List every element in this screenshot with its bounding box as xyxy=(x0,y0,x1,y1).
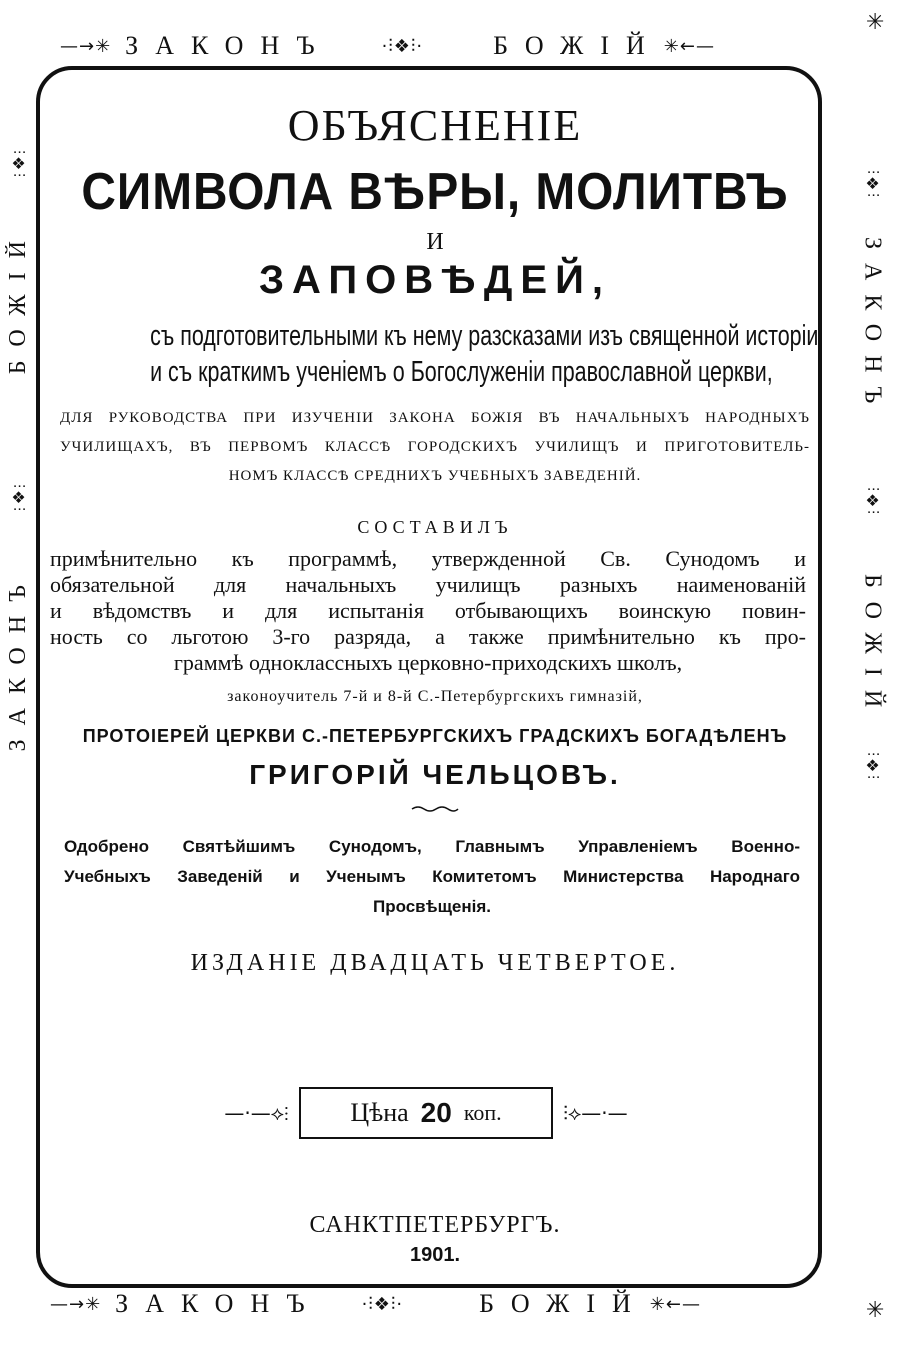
priest-line: ПРОТОІЕРЕЙ ЦЕРКВИ С.-ПЕТЕРБУРГСКИХЪ ГРАДСКИХЪ БОГАДѢЛЕНЪ xyxy=(82,726,788,746)
divider-squiggle-icon xyxy=(410,805,460,813)
scroll-ornament-icon: ⫶❖⫶ xyxy=(863,487,882,515)
title-line-and: И xyxy=(426,229,444,255)
purpose-line: ДЛЯ РУКОВОДСТВА ПРИ ИЗУЧЕНІИ ЗАКОНА БОЖІЯ ВЪ НАЧАЛЬНЫХЪ НАРОДНЫХЪ xyxy=(60,410,810,426)
scroll-ornament-icon: ⫶❖⫶ xyxy=(863,751,882,779)
price-box xyxy=(299,1087,553,1139)
border-word: БОЖІЙ xyxy=(493,31,662,60)
title-line-explanation: ОБЪЯСНЕНІЕ xyxy=(287,101,583,150)
city: САНКТПЕТЕРБУРГЪ. xyxy=(309,1212,561,1238)
corner-star-icon: ✳ xyxy=(866,10,885,35)
price-ornament-left-icon: —·—⟡⫶ xyxy=(224,1101,289,1125)
border-right xyxy=(854,20,890,1320)
approval-line: Просвѣщенія. xyxy=(372,897,492,916)
border-word: ЗАКОНЪ xyxy=(125,31,332,60)
price-label: Цѣна xyxy=(350,1098,409,1127)
approval-text xyxy=(64,832,800,922)
purpose-line: УЧИЛИЩАХЪ, ВЪ ПЕРВОМЪ КЛАССѢ ГОРОДСКИХЪ УЧИЛИЩЪ И ПРИГОТОВИТЕЛЬ- xyxy=(60,439,810,455)
border-word: ЗАКОНЪ xyxy=(115,1289,322,1318)
border-word: БОЖІЙ xyxy=(859,574,886,722)
program-text xyxy=(50,546,806,650)
price-amount: 20 xyxy=(420,1097,452,1128)
border-left xyxy=(0,80,36,1280)
border-word: БОЖІЙ xyxy=(4,227,31,375)
border-bottom xyxy=(20,1286,870,1322)
corner-star-icon: ✳ xyxy=(866,1298,885,1323)
program-line: ность со льготою 3-го разряда, а также примѣнительно къ про- xyxy=(50,624,806,649)
subtitle xyxy=(150,318,819,390)
title-line-commandments: ЗАПОВѢДЕЙ, xyxy=(259,258,611,302)
edition-line: ИЗДАНІЕ ДВАДЦАТЬ ЧЕТВЕРТОЕ. xyxy=(190,950,680,976)
arrow-ornament-icon: ✳←— xyxy=(663,35,715,57)
year: 1901. xyxy=(409,1244,461,1266)
purpose-line: НОМЪ КЛАССѢ СРЕДНИХЪ УЧЕБНЫХЪ ЗАВЕДЕНІЙ. xyxy=(228,468,642,484)
arrow-ornament-icon: —→✳ xyxy=(50,1293,102,1315)
title-content xyxy=(50,100,820,977)
scroll-ornament-icon: ·⫶❖⫶· xyxy=(361,1293,404,1315)
compiled-label: СОСТАВИЛЪ xyxy=(357,517,513,537)
approval-line: Одобрено Святѣйшимъ Сунодомъ, Главнымъ Управленіемъ Военно- xyxy=(64,837,800,856)
subtitle-line: и съ краткимъ ученіемъ о Богослуженіи православной церкви, xyxy=(150,356,773,388)
price-row xyxy=(186,1084,666,1142)
price-unit: коп. xyxy=(463,1100,502,1125)
scroll-ornament-icon: ⫶❖⫶ xyxy=(9,150,28,178)
scroll-ornament-icon: ·⫶❖⫶· xyxy=(381,35,424,57)
scroll-ornament-icon: ⫶❖⫶ xyxy=(863,170,882,198)
price-ornament-right-icon: ⫶⟡—·— xyxy=(563,1101,628,1125)
arrow-ornament-icon: —→✳ xyxy=(60,35,112,57)
program-line: обязательной для начальныхъ училищъ разныхъ наименованій xyxy=(50,572,806,597)
title-line-symbol: СИМВОЛА ВѢРЫ, МОЛИТВЪ xyxy=(81,163,789,221)
arrow-ornament-icon: ✳←— xyxy=(649,1293,701,1315)
author-name: ГРИГОРІЙ ЧЕЛЬЦОВЪ. xyxy=(249,759,621,790)
border-top xyxy=(20,28,870,64)
approval-line: Учебныхъ Заведеній и Ученымъ Комитетомъ Министерства Народнаго xyxy=(64,867,800,886)
program-line: и вѣдомствъ и для испытанія отбывающихъ воинскую повин- xyxy=(50,598,806,623)
border-word: БОЖІЙ xyxy=(479,1289,648,1318)
border-word: ЗАКОНЪ xyxy=(859,237,886,418)
subtitle-line: съ подготовительными къ нему разсказами изъ священной исторіи xyxy=(150,320,819,352)
teacher-line: законоучитель 7-й и 8-й С.-Петербургскихъ гимназій, xyxy=(227,688,643,705)
program-line: примѣнительно къ программѣ, утвержденной Св. Сунодомъ и xyxy=(50,546,806,571)
scroll-ornament-icon: ⫶❖⫶ xyxy=(9,484,28,512)
program-line: граммѣ одноклассныхъ церковно-приходскихъ школъ, xyxy=(173,650,683,675)
border-word: ЗАКОНЪ xyxy=(4,571,31,752)
program-last-line xyxy=(50,650,806,676)
purpose-text xyxy=(60,404,810,491)
